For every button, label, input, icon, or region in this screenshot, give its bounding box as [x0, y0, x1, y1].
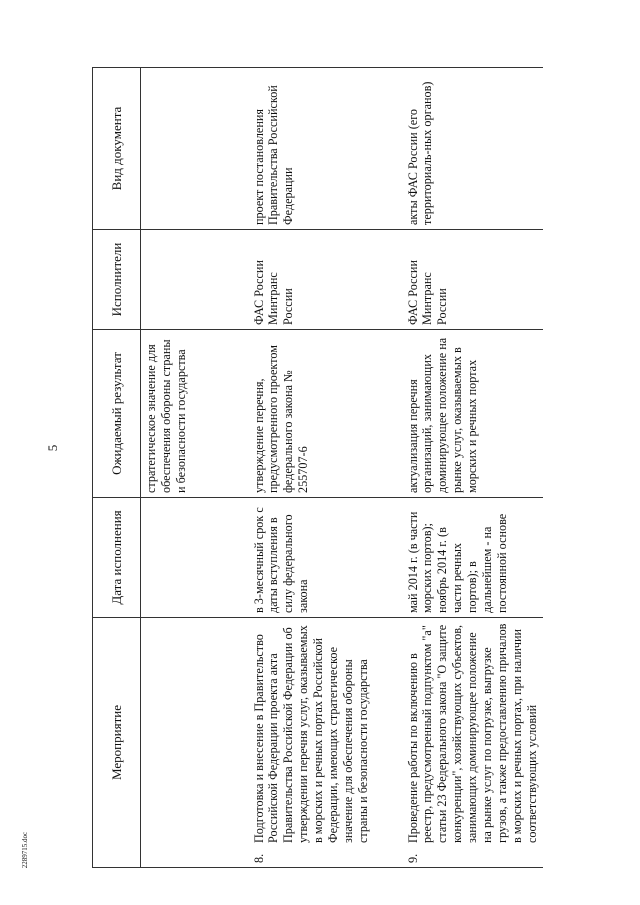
- cell-date: [141, 498, 249, 618]
- cell-activity: [141, 618, 249, 868]
- table-row: [249, 68, 403, 868]
- header-result: Ожидаемый результат: [93, 330, 141, 498]
- cell-executors: ФАС России Минтранс России: [249, 230, 403, 330]
- cell-executors: [141, 230, 249, 330]
- page-number: 5: [45, 444, 60, 452]
- cell-result: стратегическое значение для обеспечения обороны страны и безопасности государства: [141, 330, 249, 498]
- file-reference: 2289715.doc: [21, 831, 29, 869]
- cell-doc-type: проект постановления Правительства Российской Федерации: [249, 68, 403, 230]
- cell-result: утверждение перечня, предусмотренного проектом федерального закона № 255707-6: [249, 330, 403, 498]
- plan-table: [92, 67, 543, 868]
- table-row: [141, 68, 249, 868]
- cell-activity: [403, 618, 543, 868]
- header-activity: Мероприятие: [93, 618, 141, 868]
- table-row: [403, 68, 543, 868]
- header-doc-type: Вид документа: [93, 68, 141, 230]
- cell-executors: ФАС России Минтранс России: [403, 230, 543, 330]
- row-number: 8.: [251, 853, 266, 863]
- activity-text: Подготовка и внесение в Правительство Российской Федерации проекта акта Правительства Российской Федерации об утверждении перечня услуг, оказываемых в морских и речных портах Российской Федерации, имеющих стратегическое значение для обеспечения обороны страны и безопасности государства: [251, 625, 370, 843]
- activity-text: Проведение работы по включению в реестр, предусмотренный подпунктом "а" статьи 23 Федерального закона "О защите конкуренции", хозяйствующих субъектов, занимающих доминирующее положение на рынке услуг по погрузке, выгрузке грузов, а также предоставлению причалов в морских и речных портах, при наличии соответствующих условий: [405, 623, 539, 843]
- cell-date: май 2014 г. (в части морских портов); ноябрь 2014 г. (в части речных портов); в дальнейшем - на постоянной основе: [403, 498, 543, 618]
- cell-date: в 3-месячный срок с даты вступления в силу федерального закона: [249, 498, 403, 618]
- header-date: Дата исполнения: [93, 498, 141, 618]
- header-row: [93, 68, 141, 868]
- cell-activity: [249, 618, 403, 868]
- row-number: 9.: [405, 853, 420, 863]
- cell-result: актуализация перечня организаций, занимающих доминирующее положение на рынке услуг, оказываемых в морских и речных портах: [403, 330, 543, 498]
- header-executors: Исполнители: [93, 230, 141, 330]
- landscape-page: [92, 68, 544, 868]
- cell-doc-type: акты ФАС России (его территориаль-ных органов): [403, 68, 543, 230]
- cell-doc-type: [141, 68, 249, 230]
